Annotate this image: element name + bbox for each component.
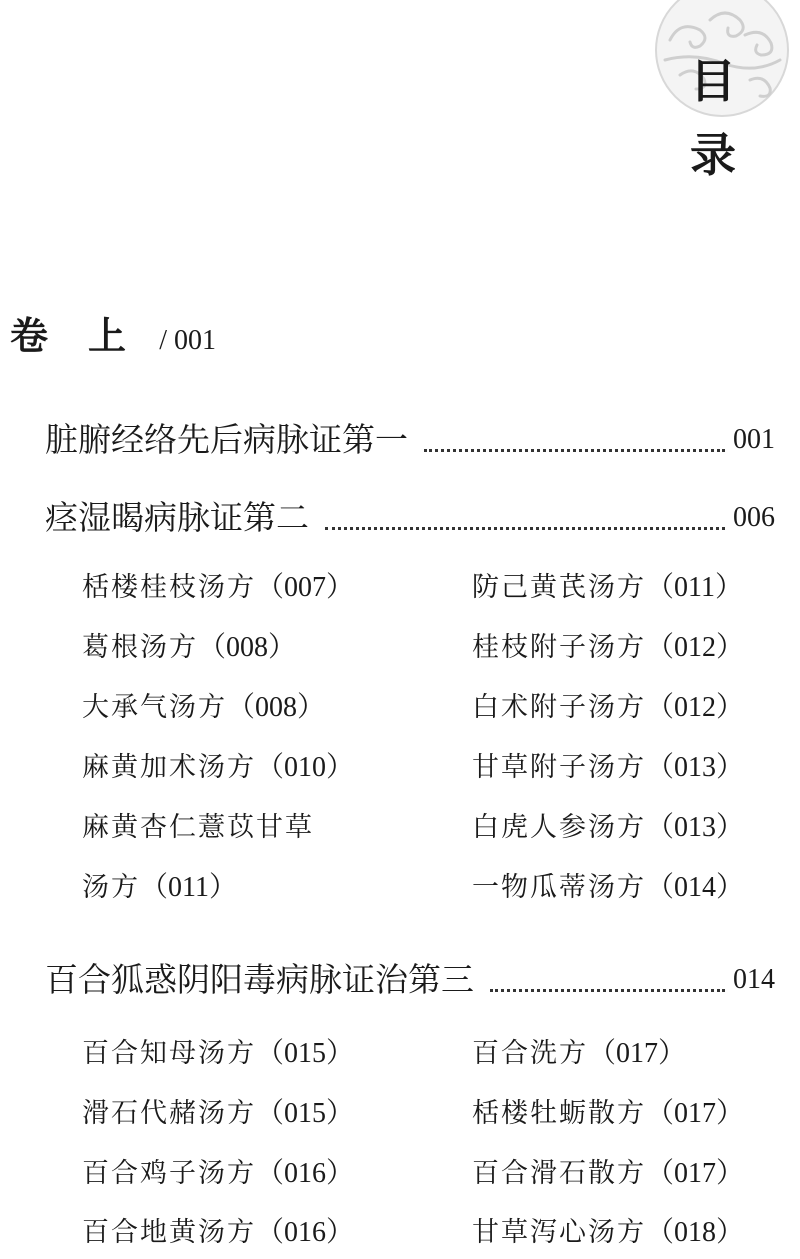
item-name: 栝楼桂枝汤方 [82,572,256,603]
item-name: 百合地黄汤方 [82,1217,256,1248]
page-title-char-1: 目 [690,54,736,108]
toc-item[interactable] [472,1094,744,1134]
item-name: 栝楼牡蛎散方 [472,1098,646,1129]
item-page: （013） [646,812,745,843]
item-page: （015） [256,1038,355,1069]
chapter-title: 痉湿暍病脉证第二 [45,498,309,537]
volume-name: 卷上 [10,313,167,358]
toc-item[interactable] [472,748,744,788]
toc-item[interactable] [82,1094,354,1134]
item-name: 白虎人参汤方 [472,812,646,843]
page-title-char-2: 录 [690,128,736,182]
toc-item[interactable] [82,868,237,908]
item-page: （015） [256,1098,355,1129]
item-page: （018） [646,1217,745,1248]
toc-item[interactable] [82,688,325,728]
chapter-page: 006 [733,502,775,533]
toc-chapter-3[interactable] [45,954,775,1006]
toc-item[interactable] [82,1034,354,1074]
toc-item[interactable] [472,808,744,848]
item-page: （016） [256,1217,355,1248]
item-page: （017） [588,1038,687,1069]
volume-page: / 001 [159,325,217,356]
toc-item[interactable] [82,808,314,848]
item-page: （008） [227,692,326,723]
toc-item[interactable] [472,688,744,728]
toc-item[interactable] [472,868,744,908]
chapter-page: 001 [733,424,775,455]
chapter-page: 014 [733,964,775,995]
item-page: （011） [646,572,743,603]
item-name: 百合滑石散方 [472,1158,646,1189]
toc-item[interactable] [472,628,744,668]
item-name: 汤方 [82,872,140,903]
volume-heading [10,306,216,371]
leader-dots [490,989,725,992]
item-name: 滑石代赭汤方 [82,1098,256,1129]
item-page: （008） [198,632,297,663]
item-name: 桂枝附子汤方 [472,632,646,663]
item-page: （017） [646,1158,745,1189]
item-page: （016） [256,1158,355,1189]
toc-item[interactable] [82,568,354,608]
item-name: 甘草附子汤方 [472,752,646,783]
item-name: 甘草泻心汤方 [472,1217,646,1248]
item-name: 一物瓜蒂汤方 [472,872,646,903]
toc-chapter-1[interactable] [45,414,775,466]
toc-item[interactable] [472,1154,744,1194]
leader-dots [325,527,725,530]
item-page: （011） [140,872,237,903]
item-name: 百合洗方 [472,1038,588,1069]
leader-dots [424,449,725,452]
item-name: 白术附子汤方 [472,692,646,723]
chapter-title: 脏腑经络先后病脉证第一 [45,420,408,459]
item-name: 防己黄芪汤方 [472,572,646,603]
item-page: （007） [256,572,355,603]
toc-item[interactable] [82,748,354,788]
toc-chapter-2[interactable] [45,492,775,544]
toc-item[interactable] [82,628,296,668]
item-name: 麻黄加术汤方 [82,752,256,783]
item-name: 麻黄杏仁薏苡甘草 [82,812,314,843]
item-name: 大承气汤方 [82,692,227,723]
item-page: （014） [646,872,745,903]
toc-item[interactable] [82,1154,354,1194]
item-name: 百合鸡子汤方 [82,1158,256,1189]
toc-item[interactable] [472,568,743,608]
item-page: （010） [256,752,355,783]
toc-item[interactable] [472,1034,686,1074]
chapter-title: 百合狐惑阴阳毒病脉证治第三 [45,960,474,999]
item-page: （012） [646,632,745,663]
item-page: （017） [646,1098,745,1129]
item-name: 葛根汤方 [82,632,198,663]
toc-item[interactable] [82,1213,354,1253]
item-page: （012） [646,692,745,723]
toc-item[interactable] [472,1213,744,1253]
item-name: 百合知母汤方 [82,1038,256,1069]
item-page: （013） [646,752,745,783]
